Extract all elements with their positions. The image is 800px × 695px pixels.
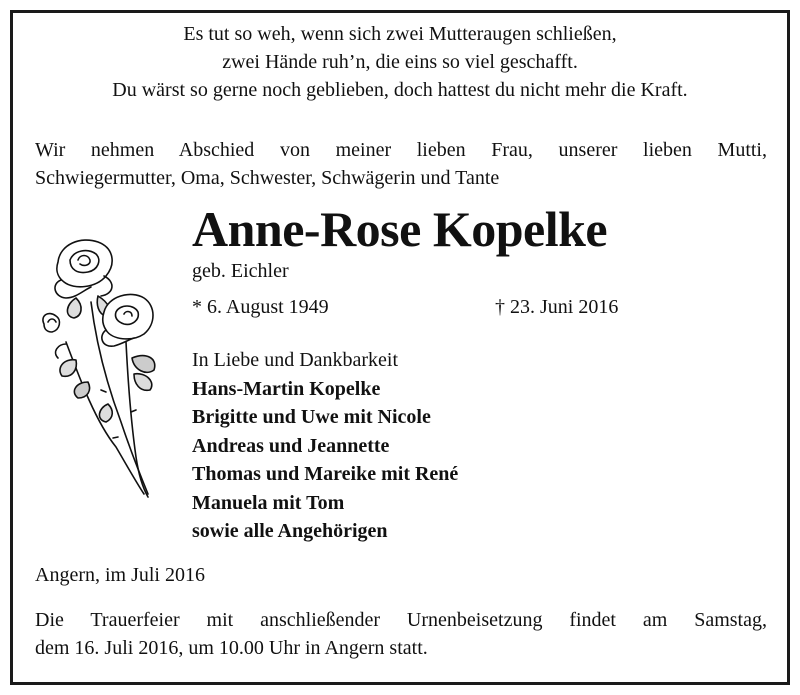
poem-line: Du wärst so gerne noch geblieben, doch hattest du nicht mehr die Kraft.	[112, 79, 688, 101]
intro-line: Wir nehmen Abschied von meiner lieben Frau, unserer lieben Mutti,	[35, 139, 767, 161]
mourner-name: Manuela mit Tom	[192, 491, 345, 514]
mourner-name: sowie alle Angehörigen	[192, 520, 388, 542]
mourner-name: Thomas und Mareike mit René	[192, 463, 459, 485]
mourner-name: Andreas und Jeannette	[192, 434, 390, 457]
mourners-list	[192, 346, 458, 546]
rose-illustration-icon	[36, 232, 166, 502]
service-notice	[35, 606, 767, 662]
death-date: † 23. Juni 2016	[495, 296, 619, 318]
service-line: dem 16. Juli 2016, um 10.00 Uhr in Angern statt.	[35, 637, 428, 659]
intro-line: Schwiegermutter, Oma, Schwester, Schwägerin und Tante	[35, 167, 500, 189]
mourner-name: Brigitte und Uwe mit Nicole	[192, 406, 431, 428]
poem	[0, 20, 800, 104]
poem-line: zwei Hände ruh’n, die eins so viel geschafft.	[222, 51, 578, 73]
poem-line: Es tut so weh, wenn sich zwei Mutteraugen schließen,	[183, 23, 617, 45]
service-line: Die Trauerfeier mit anschließender Urnenbeisetzung findet am Samstag,	[35, 609, 767, 631]
place-and-date: Angern, im Juli 2016	[35, 564, 205, 586]
farewell-intro	[35, 136, 767, 192]
mourners-lead: In Liebe und Dankbarkeit	[192, 349, 399, 371]
maiden-name: geb. Eichler	[192, 260, 289, 282]
mourner-name: Hans-Martin Kopelke	[192, 377, 381, 400]
birth-date: * 6. August 1949	[192, 296, 329, 318]
deceased-name: Anne-Rose Kopelke	[192, 201, 608, 257]
